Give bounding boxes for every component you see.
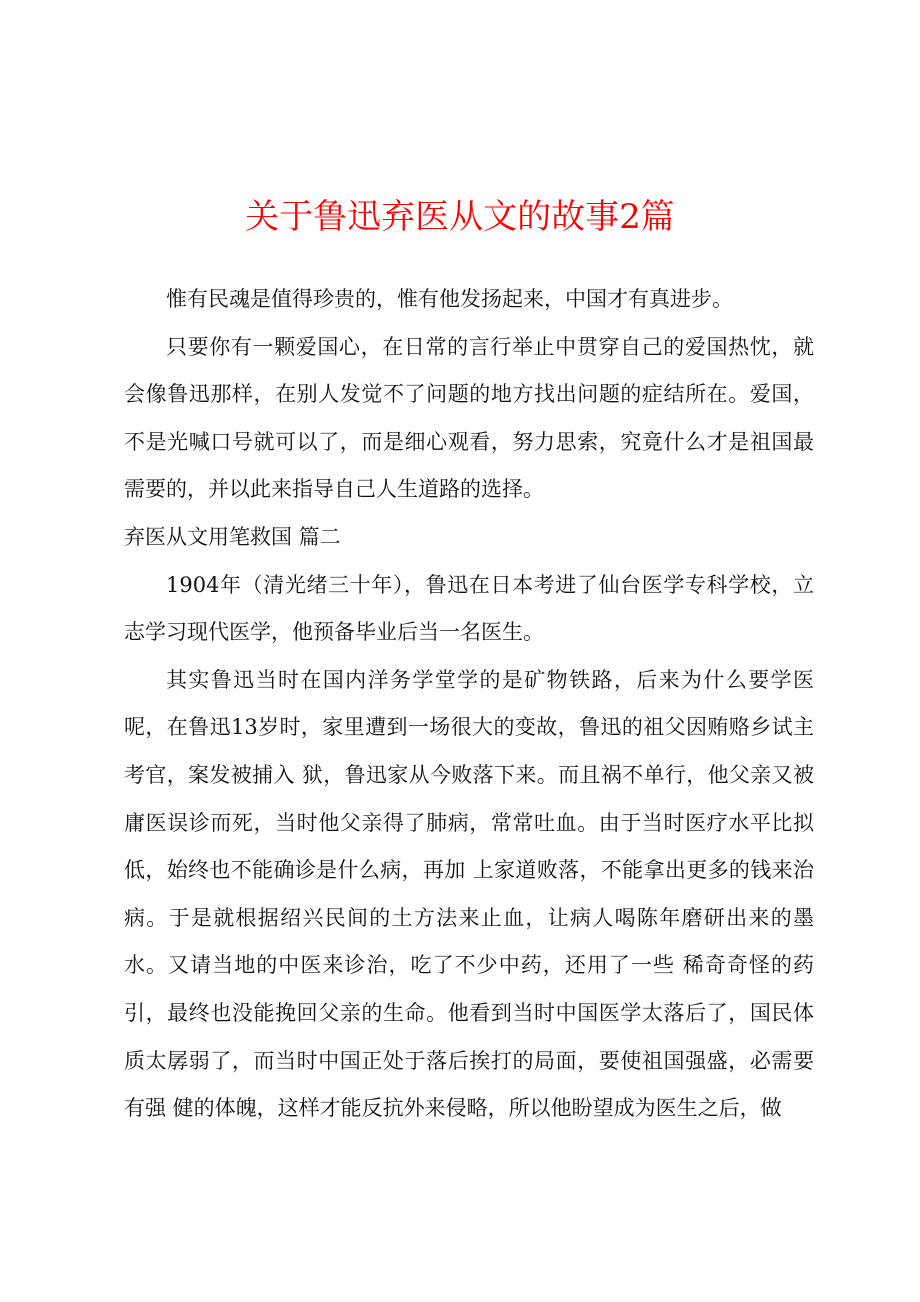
section-heading: 弃医从文用笔救国 篇二 [124, 524, 341, 549]
document-body [124, 276, 814, 1133]
paragraph-sendai: 1904年（清光绪三十年），鲁迅在日本考进了仙台医学专科学校，立志学习现代医学，他预备毕业后当一名医生。 [124, 572, 814, 645]
paragraph-quote: 惟有民魂是值得珍贵的，惟有他发扬起来，中国才有真进步。 [166, 287, 733, 311]
paragraph-patriotism: 只要你有一颗爱国心，在日常的言行举止中贯穿自己的爱国热忱，就会像鲁迅那样，在别人发觉不了问题的地方找出问题的症结所在。爱国，不是光喊口号就可以了，而是细心观看，努力思索，究竟什么才是祖国最需要的，并以此来指导自己人生道路的选择。 [124, 334, 814, 502]
paragraph-background: 其实鲁迅当时在国内洋务学堂学的是矿物铁路，后来为什么要学医呢，在鲁迅13岁时，家里遭到一场很大的变故，鲁迅的祖父因贿赂乡试主考官，案发被捕入 狱，鲁迅家从今败落下来。而且祸不单行，他父亲又被庸医误诊而死，当时他父亲得了肺病，常常吐血。由于当时医疗水平比拟低，始终也不能确诊是什么病，再加 上家道败落，不能拿出更多的钱来治病。于是就根据绍兴民间的土方法来止血，让病人喝陈年磨研出来的墨水。又请当地的中医来诊治，吃了不少中药，还用了一些 稀奇奇怪的药引，最终也没能挽回父亲的生命。他看到当时中国医学太落后了，国民体质太孱弱了，而当时中国正处于落后挨打的局面，要使祖国强盛，必需要有强 健的体魄，这样才能反抗外来侵略，所以他盼望成为医生之后，做 [124, 667, 814, 1121]
document-title: 关于鲁迅弃医从文的故事2篇 [245, 197, 675, 237]
